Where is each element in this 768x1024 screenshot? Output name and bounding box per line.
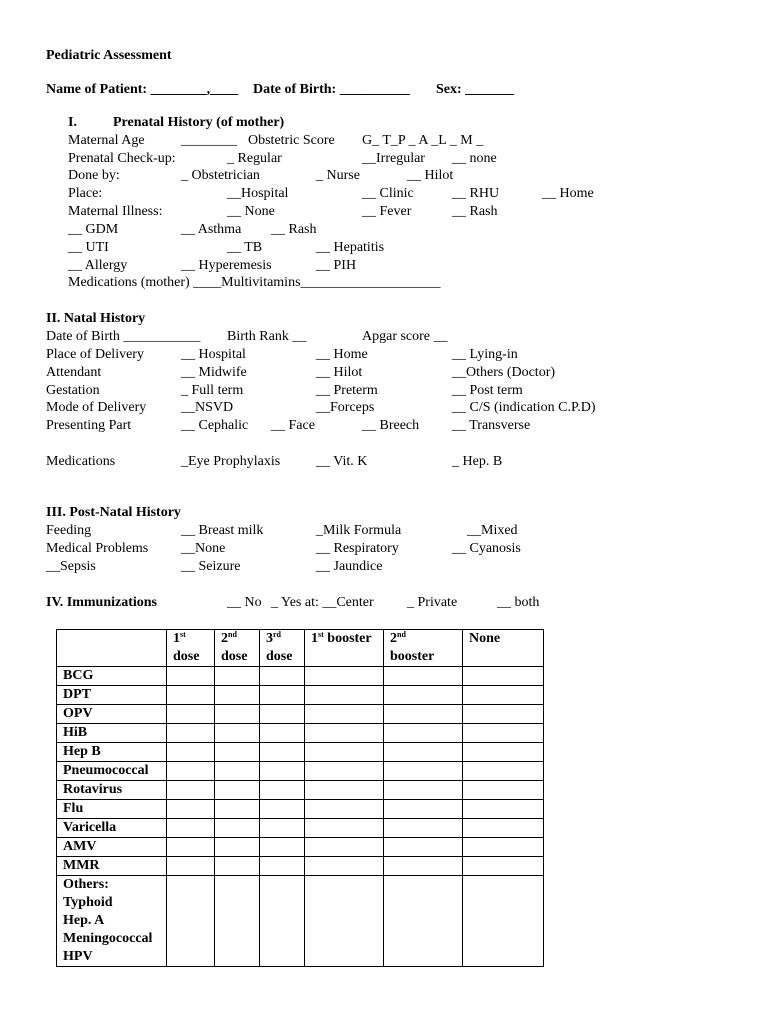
patient-name-field: Name of Patient: ________,____ xyxy=(46,82,239,97)
row-option: __ Hilot xyxy=(407,168,454,183)
row-option: __ Jaundice xyxy=(316,559,383,574)
dose-cell xyxy=(384,743,463,762)
dose-cell xyxy=(260,724,305,743)
dose-cell xyxy=(463,838,544,857)
row-label: Date of Birth ___________ xyxy=(46,329,201,344)
dose-cell xyxy=(215,857,260,876)
dose-cell xyxy=(260,838,305,857)
row-option: __ No xyxy=(227,595,262,610)
natal-row xyxy=(0,417,768,435)
row-option: __ Cephalic xyxy=(181,418,249,433)
dose-cell xyxy=(260,762,305,781)
dose-cell xyxy=(384,857,463,876)
dose-cell xyxy=(463,705,544,724)
dose-cell xyxy=(305,667,384,686)
dose-cell xyxy=(463,819,544,838)
row-option: _ Obstetrician xyxy=(181,168,260,183)
table-row xyxy=(57,667,544,686)
row-label: Place of Delivery xyxy=(46,347,144,362)
row-option: __ Vit. K xyxy=(316,454,368,469)
table-row xyxy=(57,705,544,724)
medications-mother-field: Medications (mother) ____Multivitamins____________________ xyxy=(68,275,441,290)
natal-row xyxy=(0,382,768,400)
row-option: __ Rash xyxy=(452,204,498,219)
dose-cell xyxy=(167,857,215,876)
dose-cell xyxy=(305,838,384,857)
vaccine-name-cell: BCG xyxy=(57,667,167,686)
table-row xyxy=(57,800,544,819)
vaccine-name-cell: Hep B xyxy=(57,743,167,762)
table-row xyxy=(57,724,544,743)
dose-cell xyxy=(260,743,305,762)
natal-row xyxy=(0,453,768,471)
dose-cell xyxy=(305,743,384,762)
dose-cell xyxy=(384,667,463,686)
dose-cell xyxy=(384,705,463,724)
dose-cell xyxy=(167,705,215,724)
prenatal-row xyxy=(0,257,768,275)
row-option: __NSVD xyxy=(181,400,234,415)
dose-cell xyxy=(305,705,384,724)
row-option: __ Hyperemesis xyxy=(181,258,272,273)
dose-cell xyxy=(463,686,544,705)
dose-cell xyxy=(215,667,260,686)
row-option: __ C/S (indication C.P.D) xyxy=(452,400,596,415)
row-option: __ Lying-in xyxy=(452,347,518,362)
others-vaccine-item: Meningococcal xyxy=(63,931,153,946)
dose-cell xyxy=(215,762,260,781)
row-option: _ Regular xyxy=(227,151,282,166)
dose-cell xyxy=(463,743,544,762)
dose-cell xyxy=(305,724,384,743)
document-title: Pediatric Assessment xyxy=(46,48,172,63)
others-vaccine-item: HPV xyxy=(63,949,93,964)
natal-row xyxy=(0,346,768,364)
dose-cell xyxy=(167,686,215,705)
dose-cell xyxy=(260,667,305,686)
table-row xyxy=(57,838,544,857)
row-label: Birth Rank __ xyxy=(227,329,307,344)
row-option: __ UTI xyxy=(68,240,109,255)
row-option: __ Asthma xyxy=(181,222,242,237)
row-option: _ Private xyxy=(407,595,458,610)
table-header-dose-1: 1st dose xyxy=(167,630,215,667)
row-option: __Others (Doctor) xyxy=(452,365,556,380)
row-label: Obstetric Score xyxy=(248,133,335,148)
dose-cell xyxy=(384,724,463,743)
row-option: _ Nurse xyxy=(316,168,360,183)
prenatal-row xyxy=(0,185,768,203)
row-label: Gestation xyxy=(46,383,100,398)
row-label: Maternal Illness: xyxy=(68,204,163,219)
row-option: __Forceps xyxy=(316,400,375,415)
dose-cell xyxy=(384,762,463,781)
row-option: __ Preterm xyxy=(316,383,378,398)
row-option: __ Home xyxy=(316,347,368,362)
row-option: _Milk Formula xyxy=(316,523,402,538)
dose-cell xyxy=(167,781,215,800)
row-option: __ Respiratory xyxy=(316,541,399,556)
row-option: __ Face xyxy=(271,418,315,433)
row-option: __ Midwife xyxy=(181,365,247,380)
dose-cell xyxy=(463,667,544,686)
prenatal-row xyxy=(0,221,768,239)
row-label: Attendant xyxy=(46,365,102,380)
others-vaccine-item: Others: xyxy=(63,877,109,892)
postnatal-row xyxy=(0,558,768,576)
row-option: __ Hepatitis xyxy=(316,240,385,255)
others-vaccine-cell xyxy=(57,876,167,967)
dose-cell xyxy=(167,743,215,762)
table-header-vaccine xyxy=(57,630,167,667)
dose-cell xyxy=(260,781,305,800)
row-option: __ GDM xyxy=(68,222,119,237)
vaccine-name-cell: HiB xyxy=(57,724,167,743)
row-option: __ Breast milk xyxy=(181,523,264,538)
row-label: Done by: xyxy=(68,168,120,183)
immunizations-line xyxy=(0,594,768,612)
prenatal-heading-text: Prenatal History (of mother) xyxy=(113,115,285,130)
row-label: Medications xyxy=(46,454,116,469)
dose-cell xyxy=(463,762,544,781)
row-option: __ Clinic xyxy=(362,186,414,201)
dose-cell xyxy=(463,724,544,743)
others-vaccine-item: Typhoid xyxy=(63,895,113,910)
dose-cell xyxy=(167,667,215,686)
row-option: __ PIH xyxy=(316,258,357,273)
dose-cell xyxy=(167,876,215,967)
row-option: __ None xyxy=(227,204,275,219)
natal-row xyxy=(0,399,768,417)
table-row xyxy=(57,857,544,876)
dose-cell xyxy=(167,724,215,743)
row-option: __ Cyanosis xyxy=(452,541,521,556)
dose-cell xyxy=(167,762,215,781)
postnatal-row xyxy=(0,540,768,558)
vaccine-name-cell: Pneumococcal xyxy=(57,762,167,781)
vaccine-name-cell: DPT xyxy=(57,686,167,705)
vaccine-name-cell: AMV xyxy=(57,838,167,857)
dose-cell xyxy=(260,705,305,724)
row-label: Place: xyxy=(68,186,103,201)
table-header-dose-3: 3rd dose xyxy=(260,630,305,667)
natal-heading xyxy=(0,310,768,328)
row-option: __None xyxy=(181,541,226,556)
row-option: __ TB xyxy=(227,240,263,255)
others-vaccine-item: Hep. A xyxy=(63,913,105,928)
row-label: Prenatal Check-up: xyxy=(68,151,176,166)
prenatal-row xyxy=(0,203,768,221)
dose-cell xyxy=(305,781,384,800)
table-row xyxy=(57,686,544,705)
dose-cell xyxy=(305,800,384,819)
dose-cell xyxy=(463,800,544,819)
dose-cell xyxy=(167,838,215,857)
dose-cell xyxy=(384,838,463,857)
dose-cell xyxy=(305,686,384,705)
dose-cell xyxy=(463,876,544,967)
dose-cell xyxy=(384,800,463,819)
dose-cell xyxy=(215,876,260,967)
row-option: __ RHU xyxy=(452,186,500,201)
dose-cell xyxy=(260,857,305,876)
patient-info-line xyxy=(0,81,768,99)
dose-cell xyxy=(260,819,305,838)
table-header-booster-1: 1st booster xyxy=(305,630,384,667)
postnatal-row xyxy=(0,522,768,540)
dose-cell xyxy=(215,705,260,724)
row-option: _ Yes at: __Center xyxy=(271,595,374,610)
dose-cell xyxy=(167,819,215,838)
patient-sex-field: Sex: _______ xyxy=(436,82,515,97)
table-row xyxy=(57,762,544,781)
vaccine-name-cell: Rotavirus xyxy=(57,781,167,800)
dose-cell xyxy=(384,781,463,800)
dose-cell xyxy=(384,876,463,967)
row-option: _ Full term xyxy=(181,383,244,398)
row-label: Medical Problems xyxy=(46,541,149,556)
table-row xyxy=(57,819,544,838)
prenatal-row xyxy=(0,167,768,185)
dose-cell xyxy=(463,781,544,800)
row-field: ________ xyxy=(181,133,237,148)
dose-cell xyxy=(305,857,384,876)
prenatal-heading xyxy=(0,114,768,132)
postnatal-heading-text: III. Post-Natal History xyxy=(46,505,181,520)
row-option: __ Post term xyxy=(452,383,523,398)
row-option: __ Hospital xyxy=(181,347,246,362)
dose-cell xyxy=(215,800,260,819)
row-option: __ Breech xyxy=(362,418,420,433)
row-option: __Mixed xyxy=(467,523,518,538)
dose-cell xyxy=(384,686,463,705)
row-field: G_ T_P _ A _L _ M _ xyxy=(362,133,484,148)
dose-cell xyxy=(260,686,305,705)
dose-cell xyxy=(215,743,260,762)
table-header-none: None xyxy=(463,630,544,667)
dose-cell xyxy=(260,800,305,819)
dose-cell xyxy=(260,876,305,967)
row-option: __ Seizure xyxy=(181,559,241,574)
row-option: _Eye Prophylaxis xyxy=(181,454,281,469)
dose-cell xyxy=(167,800,215,819)
natal-row xyxy=(0,328,768,346)
row-option: __Irregular xyxy=(362,151,425,166)
prenatal-row xyxy=(0,150,768,168)
row-label: Mode of Delivery xyxy=(46,400,147,415)
prenatal-row xyxy=(0,239,768,257)
table-row xyxy=(57,743,544,762)
dose-cell xyxy=(215,724,260,743)
vaccine-name-cell: MMR xyxy=(57,857,167,876)
prenatal-row xyxy=(0,132,768,150)
prenatal-heading-number: I. xyxy=(68,115,77,130)
vaccine-name-cell: OPV xyxy=(57,705,167,724)
row-option: _ Hep. B xyxy=(452,454,503,469)
row-label: Presenting Part xyxy=(46,418,132,433)
table-row-others xyxy=(57,876,544,967)
immunization-table xyxy=(56,629,544,967)
row-option: __Hospital xyxy=(227,186,289,201)
immunizations-heading: IV. Immunizations xyxy=(46,595,157,610)
dose-cell xyxy=(305,876,384,967)
dose-cell xyxy=(463,857,544,876)
postnatal-heading xyxy=(0,504,768,522)
row-option: __ Transverse xyxy=(452,418,531,433)
natal-heading-text: II. Natal History xyxy=(46,311,146,326)
row-label: Apgar score __ xyxy=(362,329,448,344)
dose-cell xyxy=(215,686,260,705)
dose-cell xyxy=(215,819,260,838)
dose-cell xyxy=(215,781,260,800)
table-header-dose-2: 2nd dose xyxy=(215,630,260,667)
dose-cell xyxy=(305,819,384,838)
prenatal-row xyxy=(0,274,768,292)
row-label: Maternal Age xyxy=(68,133,145,148)
table-header-booster-2: 2nd booster xyxy=(384,630,463,667)
table-row xyxy=(57,781,544,800)
row-option: __ none xyxy=(452,151,497,166)
row-option: __Sepsis xyxy=(46,559,96,574)
dose-cell xyxy=(384,819,463,838)
row-label: Feeding xyxy=(46,523,92,538)
patient-dob-field: Date of Birth: __________ xyxy=(253,82,410,97)
dose-cell xyxy=(215,838,260,857)
row-option: __ Rash xyxy=(271,222,317,237)
row-option: __ Allergy xyxy=(68,258,128,273)
vaccine-name-cell: Flu xyxy=(57,800,167,819)
row-option: __ Fever xyxy=(362,204,412,219)
vaccine-name-cell: Varicella xyxy=(57,819,167,838)
dose-cell xyxy=(305,762,384,781)
row-option: __ Home xyxy=(542,186,594,201)
row-option: __ both xyxy=(497,595,540,610)
natal-row xyxy=(0,364,768,382)
row-option: __ Hilot xyxy=(316,365,363,380)
